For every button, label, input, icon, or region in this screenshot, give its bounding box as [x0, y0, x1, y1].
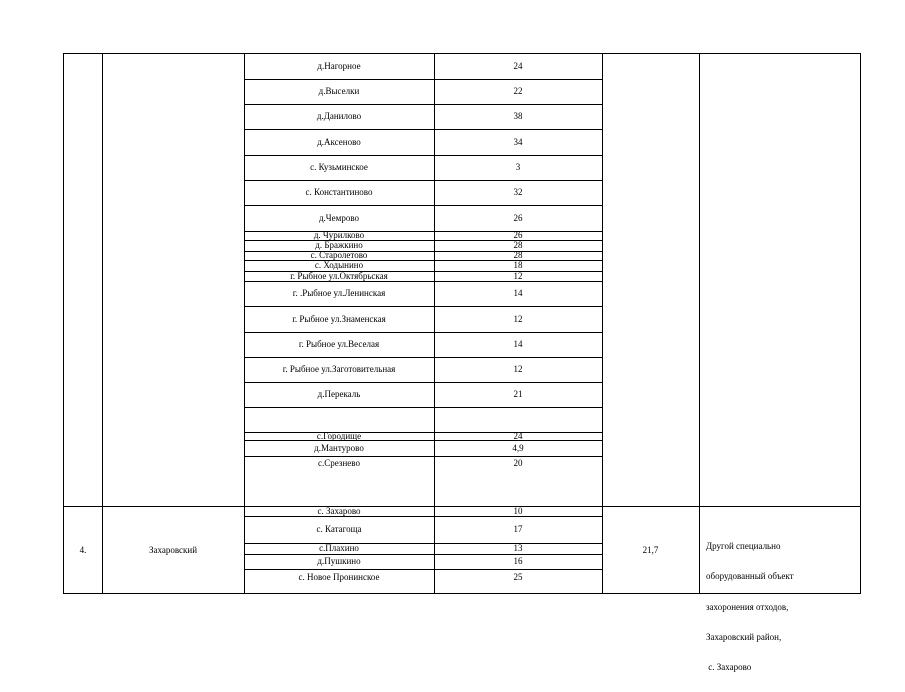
- settlement-value: 13: [513, 543, 523, 553]
- row-divider: [244, 432, 602, 433]
- row-divider: [244, 260, 602, 261]
- settlement-value: 16: [513, 556, 523, 566]
- settlement-value: 14: [513, 288, 523, 298]
- row-divider: [244, 543, 602, 544]
- settlement-name: с. Кузьминское: [310, 162, 368, 172]
- settlement-name: [244, 407, 434, 432]
- settlement-name: г. .Рыбное ул.Ленинская: [292, 288, 386, 298]
- settlement-value: 12: [513, 364, 523, 374]
- row-divider: [244, 180, 602, 181]
- settlement-name: с. Константиново: [305, 187, 373, 197]
- row-divider: [244, 440, 602, 441]
- settlement-value: 24: [513, 61, 523, 71]
- settlement-name: д. Чурилково: [313, 230, 365, 240]
- settlement-name: с. Старолетово: [310, 250, 368, 260]
- description-line: Захаровский район,: [706, 631, 782, 642]
- row-divider: [244, 251, 602, 252]
- settlement-name: д.Данилово: [316, 111, 362, 121]
- row-divider: [244, 357, 602, 358]
- row-divider: [244, 569, 602, 570]
- settlement-value: 20: [513, 458, 523, 468]
- waste-disposal-table: [63, 53, 861, 673]
- settlement-name: с.Плахино: [319, 543, 359, 553]
- description-line: захоронения отходов,: [706, 601, 789, 612]
- row-divider: [244, 271, 602, 272]
- settlement-value: 10: [513, 505, 523, 516]
- row-divider: [244, 332, 602, 333]
- settlement-name: д.Пушкино: [317, 556, 361, 566]
- row-divider: [244, 306, 602, 307]
- row-divider: [244, 554, 602, 555]
- row-divider: [244, 129, 602, 130]
- settlement-name: с. Захарово: [317, 505, 361, 516]
- row-divider: [244, 79, 602, 80]
- row-divider: [244, 104, 602, 105]
- row-divider: [244, 205, 602, 206]
- settlement-name: д.Выселки: [318, 86, 360, 96]
- row-divider: [244, 231, 602, 232]
- row-divider: [244, 155, 602, 156]
- column-divider: [699, 54, 700, 593]
- settlement-value: 21: [513, 389, 523, 399]
- settlement-value: 22: [513, 86, 523, 96]
- settlement-name: д.Мантурово: [314, 442, 364, 453]
- settlement-name: с.Городище: [316, 430, 362, 441]
- settlement-name: г. Рыбное ул.Заготовительная: [282, 364, 396, 374]
- settlement-value: 12: [513, 313, 523, 324]
- row-divider: [244, 456, 602, 457]
- row-divider: [244, 281, 602, 282]
- settlement-value: 4,9: [512, 442, 524, 453]
- row-divider: [244, 240, 602, 241]
- settlement-name: д.Аксеново: [317, 136, 361, 147]
- settlement-name: д.Нагорное: [317, 61, 361, 71]
- settlement-value: [434, 407, 602, 432]
- settlement-value: 17: [513, 524, 523, 534]
- settlement-value: 24: [513, 430, 523, 441]
- settlement-value: 12: [513, 270, 523, 281]
- description-line: Другой специально: [706, 541, 781, 552]
- row-divider: [244, 382, 602, 383]
- row-divider: [244, 516, 602, 517]
- settlement-name: д.Чемрово: [318, 212, 360, 223]
- settlement-name: г. Рыбное ул.Веселая: [298, 339, 380, 349]
- settlement-value: 28: [513, 250, 523, 260]
- description-line: с. Захарово: [706, 662, 752, 673]
- settlement-name: с.Срезнево: [318, 458, 360, 468]
- settlement-value: 28: [513, 240, 523, 250]
- settlement-value: 26: [513, 230, 523, 240]
- settlement-value: 38: [513, 111, 523, 121]
- settlement-name: д.Перекаль: [317, 389, 361, 399]
- settlement-name: с. Катагоща: [316, 524, 362, 534]
- distance-value: 21,7: [642, 544, 659, 555]
- settlement-value: 25: [513, 571, 523, 582]
- settlement-name: д. Бражкино: [315, 240, 363, 250]
- row-divider: [244, 407, 602, 408]
- settlement-name: г. Рыбное ул.Октябрьская: [290, 270, 388, 281]
- row-number: 4.: [79, 544, 87, 555]
- district-name: Захаровский: [148, 544, 198, 555]
- settlement-value: 34: [513, 136, 523, 147]
- settlement-value: 18: [513, 260, 523, 270]
- settlement-value: 26: [513, 212, 523, 223]
- description-line: оборудованный объект: [706, 571, 794, 582]
- settlement-value: 14: [513, 339, 523, 349]
- disposal-object-description: [706, 521, 794, 692]
- settlement-name: с. Новое Пронинское: [298, 571, 380, 582]
- settlement-name: г. Рыбное ул.Знаменская: [292, 313, 386, 324]
- settlement-value: 32: [513, 187, 523, 197]
- settlement-value: 3: [515, 162, 521, 172]
- settlement-name: с. Ходынино: [314, 260, 364, 270]
